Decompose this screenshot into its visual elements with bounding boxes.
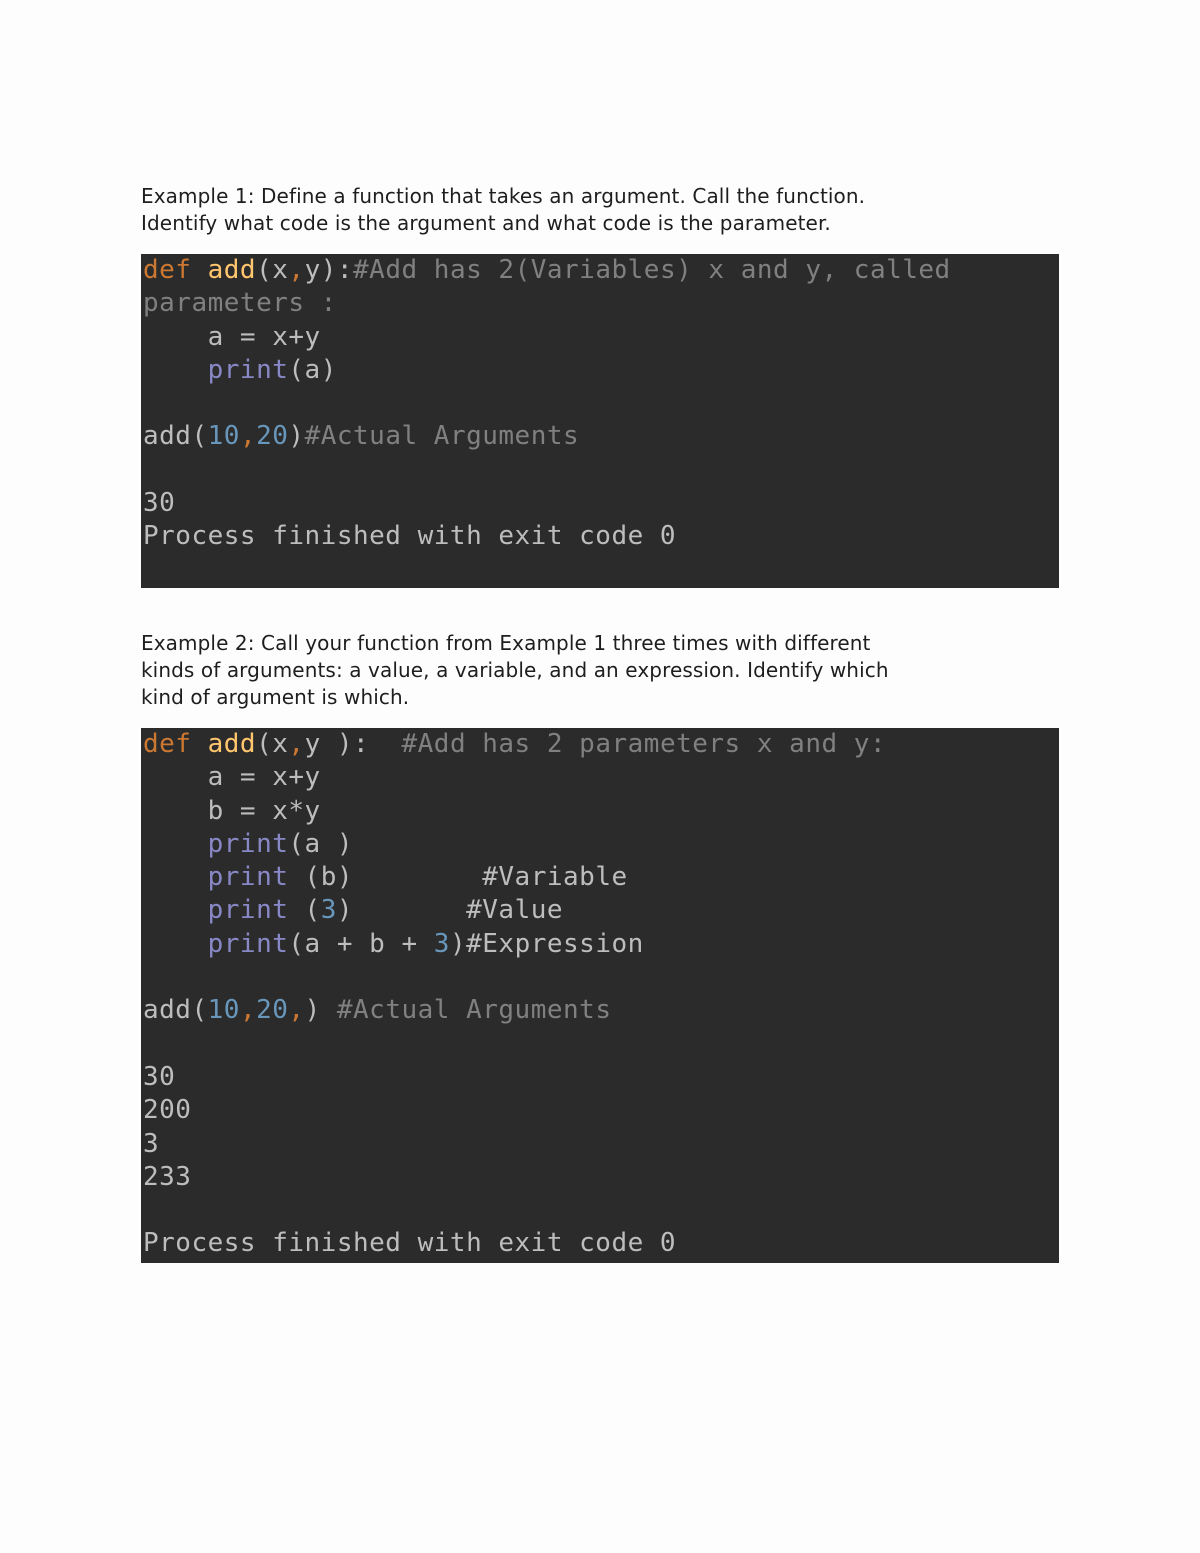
code-text: y): <box>304 255 354 285</box>
code-line <box>141 420 1059 453</box>
code-line <box>141 894 1059 927</box>
code-text: y ): <box>304 729 402 759</box>
code-comma: , <box>288 995 305 1026</box>
output-line: Process finished with exit code 0 <box>143 1228 677 1259</box>
code-comma: , <box>239 995 257 1026</box>
code-number: 3 <box>433 928 450 959</box>
builtin-print: print <box>207 828 289 859</box>
code-text: (b) <box>288 862 483 893</box>
output-line: 30 <box>143 488 176 519</box>
code-comment: #Actual Arguments <box>336 995 612 1026</box>
example-1-prompt-line-1: Example 1: Define a function that takes an argument. Call the function. <box>141 184 866 208</box>
code-indent <box>143 895 208 925</box>
code-indent <box>143 829 208 859</box>
code-number: 20 <box>256 995 289 1026</box>
code-text: (a) <box>288 354 337 385</box>
code-text: a = x+y <box>143 762 321 793</box>
code-line <box>141 795 1059 828</box>
code-text: (a ) <box>288 828 354 859</box>
output-line: 200 <box>143 1095 192 1126</box>
code-comma: , <box>288 729 305 759</box>
code-number: 10 <box>207 421 240 452</box>
output-line: 30 <box>143 1061 176 1092</box>
code-indent <box>143 355 208 385</box>
code-line-blank <box>141 1028 1059 1061</box>
code-indent <box>143 929 208 959</box>
keyword: def <box>143 255 192 285</box>
code-line <box>141 761 1059 794</box>
builtin-print: print <box>207 862 289 893</box>
code-line <box>141 861 1059 894</box>
code-text: (x <box>256 729 289 759</box>
code-number: 20 <box>256 421 289 452</box>
code-number: 3 <box>320 895 337 926</box>
code-text: ) <box>288 421 305 452</box>
builtin-print: print <box>207 354 289 385</box>
builtin-print: print <box>207 928 289 959</box>
code-line <box>141 928 1059 961</box>
code-text: (x <box>256 255 289 285</box>
example-1-code-block <box>141 254 1059 588</box>
code-text: add( <box>143 421 208 452</box>
code-comment: #Variable <box>482 862 628 893</box>
code-comment: #Value <box>466 895 564 926</box>
code-line-blank <box>141 1194 1059 1227</box>
function-name: add <box>191 255 257 285</box>
example-1-prompt-line-2: Identify what code is the argument and what code is the parameter. <box>141 211 831 235</box>
code-number: 10 <box>207 995 240 1026</box>
code-line <box>141 354 1059 387</box>
code-comment: #Add has 2(Variables) x and y, called <box>353 255 951 285</box>
code-line <box>141 994 1059 1027</box>
example-2-code-block <box>141 728 1059 1263</box>
code-comment: #Actual Arguments <box>304 421 580 452</box>
code-text: ( <box>288 895 321 926</box>
code-line-blank <box>141 387 1059 420</box>
output-line: 3 <box>143 1128 160 1159</box>
keyword: def <box>143 729 192 759</box>
code-text: b = x*y <box>143 795 321 826</box>
example-1-prompt <box>141 183 1061 237</box>
output-line: Process finished with exit code 0 <box>143 521 677 552</box>
code-line <box>141 728 1059 761</box>
code-line <box>141 254 1059 287</box>
example-2-prompt-line-3: kind of argument is which. <box>141 685 410 709</box>
code-line <box>141 287 1059 320</box>
builtin-print: print <box>207 895 289 926</box>
example-2-prompt-line-2: kinds of arguments: a value, a variable, and an expression. Identify which <box>141 658 889 682</box>
function-name: add <box>191 729 257 759</box>
example-2-prompt <box>141 630 1061 711</box>
code-text: (a + b + <box>288 928 434 959</box>
code-indent <box>143 862 208 892</box>
example-2-prompt-line-1: Example 2: Call your function from Example 1 three times with different <box>141 631 871 655</box>
code-line-blank <box>141 961 1059 994</box>
code-comma: , <box>239 421 257 452</box>
code-line <box>141 321 1059 354</box>
code-text: a = x+y <box>143 321 321 352</box>
code-comment: #Add has 2 parameters x and y: <box>401 729 887 759</box>
output-line: 233 <box>143 1161 192 1192</box>
code-comment: parameters : <box>143 288 337 319</box>
code-comment: #Expression <box>466 928 644 959</box>
code-text: ) <box>449 928 467 959</box>
code-text: add( <box>143 995 208 1026</box>
code-text: ) <box>336 895 467 926</box>
code-line <box>141 828 1059 861</box>
code-comma: , <box>288 255 305 285</box>
code-line-blank <box>141 454 1059 487</box>
code-text: ) <box>304 995 337 1026</box>
